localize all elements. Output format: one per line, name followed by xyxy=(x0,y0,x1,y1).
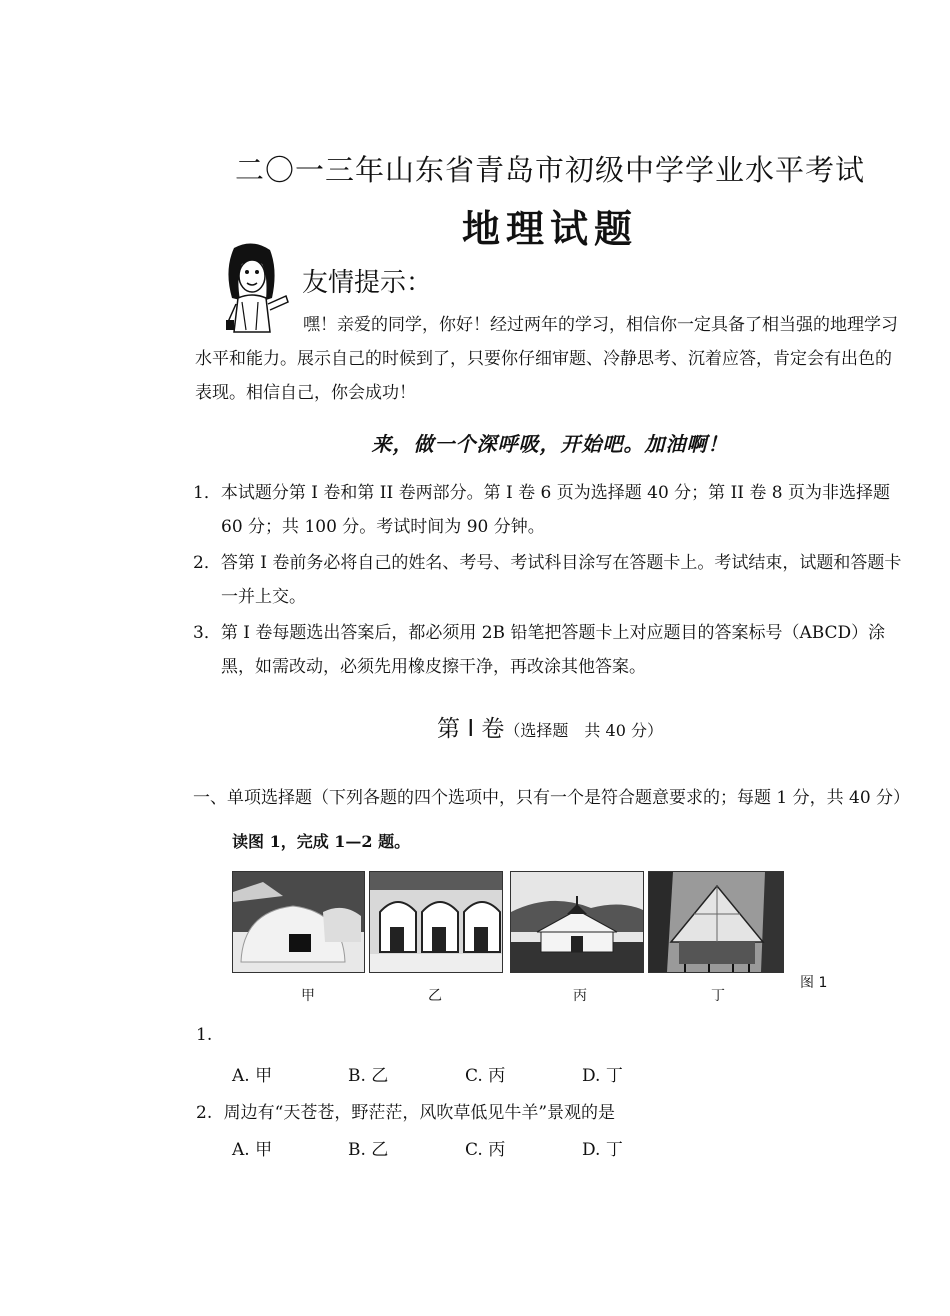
photo-igloo xyxy=(232,871,365,973)
tip-text: 嘿！亲爱的同学，你好！经过两年的学习，相信你一定具备了相当强的地理学习水平和能力。展示自己的时候到了，只要你仔细审题、冷静思考、沉着应答，肯定会有出色的表现。相信自己，你会成功！ xyxy=(195,315,898,403)
note-item: 2．答第 I 卷前务必将自己的姓名、考号、考试科目涂写在答题卡上。考试结束，试题和答题卡一并上交。 xyxy=(193,553,902,607)
option-c[interactable]: C. 丙 xyxy=(465,1140,506,1160)
volume-title: 第 Ⅰ 卷 xyxy=(437,716,505,742)
figure-instruction: 读图 1，完成 1—2 题。 xyxy=(232,832,411,851)
question-1 xyxy=(196,1025,212,1045)
tip-heading: 友情提示： xyxy=(302,268,433,298)
option-c[interactable]: C. 丙 xyxy=(465,1066,506,1086)
option-a[interactable]: A. 甲 xyxy=(232,1140,273,1160)
volume-heading xyxy=(0,710,950,743)
question-number: 1. xyxy=(196,1025,213,1045)
caption-jia: 甲 xyxy=(301,988,315,1004)
exam-notes xyxy=(193,476,915,686)
cheer-line: 来，做一个深呼吸，开始吧。加油啊！ xyxy=(371,432,729,456)
photo-yurt xyxy=(510,871,644,973)
option-d[interactable]: D. 丁 xyxy=(582,1140,623,1160)
question-2 xyxy=(196,1098,615,1123)
question-2-options xyxy=(232,1135,692,1159)
option-b[interactable]: B. 乙 xyxy=(348,1066,389,1086)
option-a[interactable]: A. 甲 xyxy=(232,1066,273,1086)
question-1-options xyxy=(232,1061,692,1085)
option-d[interactable]: D. 丁 xyxy=(582,1066,623,1086)
question-number: 2. xyxy=(196,1103,213,1123)
note-item: 3．第 I 卷每题选出答案后，都必须用 2B 铅笔把答题卡上对应题目的答案标号（ABCD）涂黑，如需改动，必须先用橡皮擦干净，再改涂其他答案。 xyxy=(193,623,886,677)
exam-title: 二〇一三年山东省青岛市初级中学学业水平考试 xyxy=(234,153,865,187)
caption-bing: 丙 xyxy=(573,988,587,1004)
figure-label: 图 1 xyxy=(800,975,828,991)
question-text: 周边有“天苍苍，野茫茫，风吹草低见牛羊”景观的是 xyxy=(223,1103,616,1123)
caption-ding: 丁 xyxy=(711,988,725,1004)
photo-cave-dwelling xyxy=(369,871,503,973)
option-b[interactable]: B. 乙 xyxy=(348,1140,389,1160)
caption-yi: 乙 xyxy=(428,988,442,1004)
note-item: 1．本试题分第 I 卷和第 II 卷两部分。第 I 卷 6 页为选择题 40 分；第 II 卷 8 页为非选择题 60 分；共 100 分。考试时间为 90 分钟。 xyxy=(193,483,891,537)
photo-stilt-house xyxy=(648,871,784,973)
section-title: 一、单项选择题（下列各题的四个选项中，只有一个是符合题意要求的；每题 1 分，共 40 分） xyxy=(193,788,911,808)
figure-1 xyxy=(232,871,784,971)
volume-subtitle: （选择题 共 40 分） xyxy=(504,721,663,740)
subject-title: 地理试题 xyxy=(461,206,638,251)
